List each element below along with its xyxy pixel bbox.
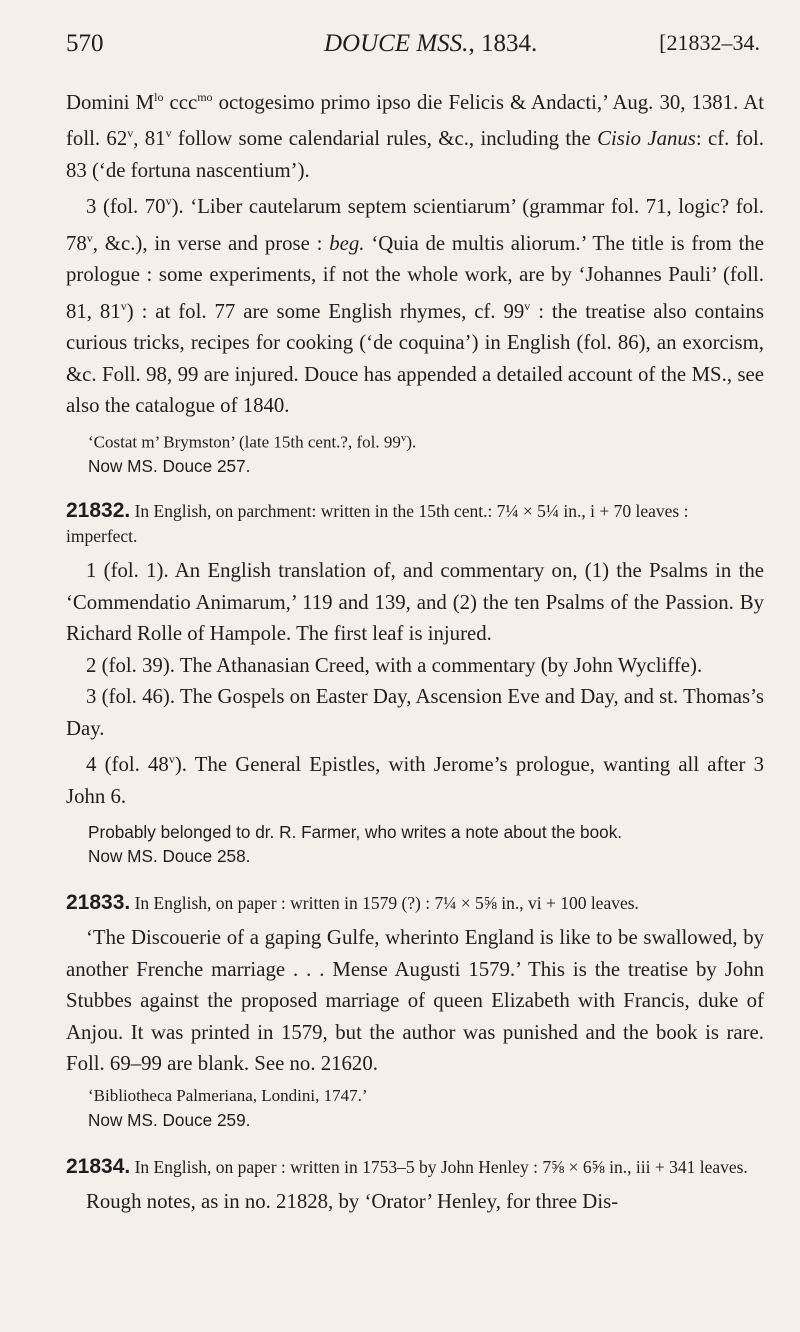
entry-number: 21832. xyxy=(66,499,131,523)
entry-21833-header: 21833. In English, on paper : written in 1579 (?) : 7¼ × 5⅝ in., vi + 100 leaves. xyxy=(66,891,639,915)
running-header xyxy=(66,30,760,70)
entry-21832-item-4: 4 (fol. 48$^v$). The General Epistles, with Jerome’s prologue, wanting all after 3 John 6. xyxy=(66,752,764,808)
shelfmark-259: Now MS. Douce 259. xyxy=(88,1109,251,1130)
entry-21833-note: ‘Bibliotheca Palmeriana, Londini, 1747.’ xyxy=(88,1085,368,1105)
page-body xyxy=(66,82,764,1217)
entry-range: [21832–34. xyxy=(659,30,760,55)
entry-21833-text: ‘The Discouerie of a gaping Gulfe, wherinto England is like to be swallowed, by another Frenche marriage . . . Mense Augusti 1579.’ This is the treatise by John Stubbes against the proposed marriage of queen Elizabeth with Francis, duke of Anjou. It was printed in 1579, but the author was punished and the book is rare. Foll. 69–99 are blank. See no. 21620. xyxy=(66,926,764,1076)
running-title: DOUCE MSS., 1834. xyxy=(324,30,538,57)
provenance-note: ‘Costat m’ Brymston’ (late 15th cent.?, fol. 99$^v$). xyxy=(88,431,417,452)
entry-21834-header: 21834. In English, on paper : written in 1753–5 by John Henley : 7⅝ × 6⅝ in., iii + 341 leaves. xyxy=(66,1154,748,1178)
page-number: 570 xyxy=(66,30,104,57)
entry-21832-note: Probably belonged to dr. R. Farmer, who writes a note about the book. xyxy=(88,822,623,843)
entry-21832-header: 21832. In English, on parchment: written in the 15th cent.: 7¼ × 5¼ in., i + 70 leaves : imperfect. xyxy=(66,499,689,547)
entry-21832-item-1: 1 (fol. 1). An English translation of, and commentary on, (1) the Psalms in the ‘Commendatio Animarum,’ 119 and 139, and (2) the ten Psalms of the Passion. By Richard Rolle of Hampole. The first leaf is injured. xyxy=(66,559,764,646)
continuation-paragraph: Domini $M^{lo}$ ccc$^{mo}$ octogesimo primo ipso die Felicis & Andacti,’ Aug. 30, 1381. At foll. 62$^v$, 81$^v$ follow some calendarial rules, &c., including the Cisio Janus: cf. fol. 83 (‘de fortuna nascentium’). xyxy=(66,90,764,182)
entry-number: 21834. xyxy=(66,1154,131,1178)
entry-number: 21833. xyxy=(66,891,131,915)
shelfmark-257: Now MS. Douce 257. xyxy=(88,456,251,477)
entry-21832-item-3: 3 (fol. 46). The Gospels on Easter Day, Ascension Eve and Day, and st. Thomas’s Day. xyxy=(66,685,764,740)
shelfmark-258: Now MS. Douce 258. xyxy=(88,846,251,867)
entry-21834-text: Rough notes, as in no. 21828, by ‘Orator’ Henley, for three Dis- xyxy=(86,1189,619,1213)
item-3-paragraph: 3 (fol. 70$^v$). ‘Liber cautelarum septem scientiarum’ (grammar fol. 71, logic? fol. 78$^v$, &c.), in verse and prose : beg. ‘Quia de multis aliorum.’ The title is from the prologue : some experiments, if not the whole work, are by ‘Johannes Pauli’ (foll. 81, 81$^v$) : at fol. 77 are some English rhymes, cf. 99$^v$ : the treatise also contains curious tricks, recipes for cooking (‘de coquina’) in English (fol. 86), an exorcism, &c. Foll. 98, 99 are injured. Douce has appended a detailed account of the MS., see also the catalogue of 1840. xyxy=(66,194,765,418)
entry-21832-item-2: 2 (fol. 39). The Athanasian Creed, with a commentary (by John Wycliffe). xyxy=(86,653,703,677)
